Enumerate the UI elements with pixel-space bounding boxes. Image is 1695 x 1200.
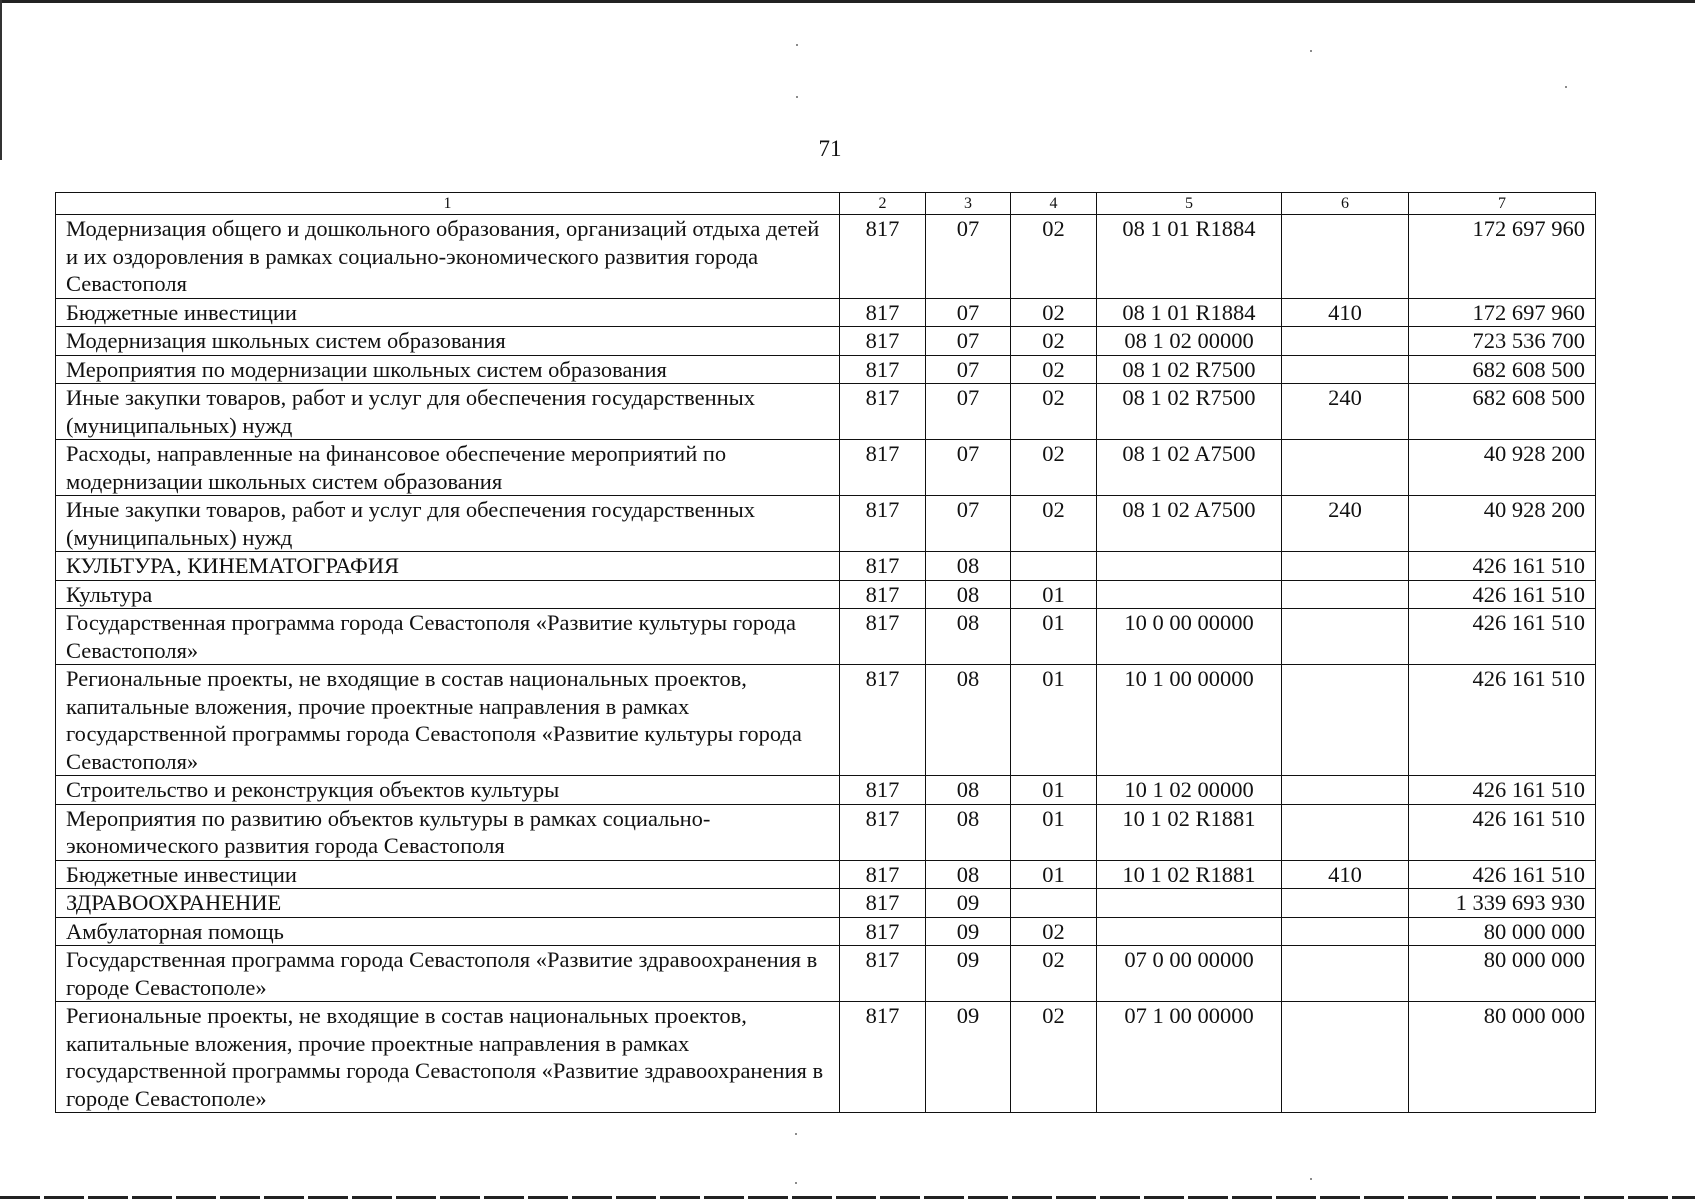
budget-table: [55, 192, 1596, 1113]
row-name-cell: ЗДРАВООХРАНЕНИЕ: [56, 889, 840, 918]
row-vr-cell: 240: [1282, 384, 1409, 440]
row-rz-cell: 07: [926, 215, 1011, 299]
row-name-cell: Мероприятия по развитию объектов культуры в рамках социально-экономического развития города Севастополя: [56, 804, 840, 860]
row-rz-cell: 09: [926, 946, 1011, 1002]
row-vr-cell: [1282, 946, 1409, 1002]
table-row: [56, 580, 1596, 609]
scan-speck: [796, 96, 798, 98]
row-vr-cell: [1282, 889, 1409, 918]
scan-border-top: [0, 0, 1695, 3]
row-vr-cell: [1282, 215, 1409, 299]
row-name-cell: Амбулаторная помощь: [56, 917, 840, 946]
scan-speck: [795, 1182, 797, 1184]
table-row: [56, 1002, 1596, 1113]
row-rz-cell: 08: [926, 665, 1011, 776]
row-name-cell: Мероприятия по модернизации школьных систем образования: [56, 355, 840, 384]
row-csr-cell: 07 1 00 00000: [1097, 1002, 1282, 1113]
row-pr-cell: 02: [1011, 298, 1097, 327]
row-pr-cell: 02: [1011, 496, 1097, 552]
row-vr-cell: [1282, 665, 1409, 776]
scan-speck: [795, 1133, 797, 1135]
table-row: [56, 665, 1596, 776]
row-ved-cell: 817: [840, 384, 926, 440]
row-pr-cell: 02: [1011, 384, 1097, 440]
row-vr-cell: [1282, 580, 1409, 609]
row-csr-cell: 08 1 02 00000: [1097, 327, 1282, 356]
row-ved-cell: 817: [840, 580, 926, 609]
row-vr-cell: 410: [1282, 298, 1409, 327]
header-cell: 1: [56, 193, 840, 215]
table-row: [56, 327, 1596, 356]
table-row: [56, 384, 1596, 440]
row-sum-cell: 426 161 510: [1409, 804, 1596, 860]
row-sum-cell: 80 000 000: [1409, 917, 1596, 946]
row-csr-cell: 10 1 02 R1881: [1097, 804, 1282, 860]
row-ved-cell: 817: [840, 355, 926, 384]
row-sum-cell: 172 697 960: [1409, 215, 1596, 299]
row-vr-cell: [1282, 609, 1409, 665]
table-header-row: [56, 193, 1596, 215]
row-sum-cell: 723 536 700: [1409, 327, 1596, 356]
scan-speck: [796, 44, 798, 46]
row-pr-cell: [1011, 552, 1097, 581]
table-row: [56, 917, 1596, 946]
row-name-cell: Региональные проекты, не входящие в состав национальных проектов, капитальные вложения, прочие проектные направления в рамках государственной программы города Севастополя «Развитие здравоохранения в городе Севастополе»: [56, 1002, 840, 1113]
row-pr-cell: 01: [1011, 804, 1097, 860]
row-rz-cell: 08: [926, 580, 1011, 609]
table-row: [56, 552, 1596, 581]
row-name-cell: Иные закупки товаров, работ и услуг для обеспечения государственных (муниципальных) нужд: [56, 384, 840, 440]
row-rz-cell: 09: [926, 1002, 1011, 1113]
table-row: [56, 804, 1596, 860]
row-name-cell: Культура: [56, 580, 840, 609]
row-csr-cell: [1097, 580, 1282, 609]
row-ved-cell: 817: [840, 917, 926, 946]
row-csr-cell: 10 0 00 00000: [1097, 609, 1282, 665]
row-ved-cell: 817: [840, 215, 926, 299]
header-cell: 5: [1097, 193, 1282, 215]
row-sum-cell: 1 339 693 930: [1409, 889, 1596, 918]
row-rz-cell: 08: [926, 776, 1011, 805]
row-rz-cell: 08: [926, 552, 1011, 581]
table-row: [56, 215, 1596, 299]
table-row: [56, 440, 1596, 496]
row-vr-cell: [1282, 327, 1409, 356]
header-cell: 7: [1409, 193, 1596, 215]
row-rz-cell: 08: [926, 609, 1011, 665]
row-ved-cell: 817: [840, 860, 926, 889]
row-rz-cell: 07: [926, 298, 1011, 327]
row-vr-cell: [1282, 917, 1409, 946]
row-rz-cell: 08: [926, 804, 1011, 860]
row-rz-cell: 09: [926, 889, 1011, 918]
scan-border-bottom: [0, 1196, 1695, 1199]
row-csr-cell: 08 1 01 R1884: [1097, 215, 1282, 299]
row-pr-cell: 02: [1011, 917, 1097, 946]
scan-speck: [1310, 1178, 1312, 1180]
row-pr-cell: 02: [1011, 946, 1097, 1002]
page-number: 71: [818, 136, 842, 161]
row-vr-cell: [1282, 552, 1409, 581]
row-ved-cell: 817: [840, 1002, 926, 1113]
row-csr-cell: 08 1 02 R7500: [1097, 384, 1282, 440]
row-sum-cell: 80 000 000: [1409, 946, 1596, 1002]
row-vr-cell: [1282, 776, 1409, 805]
row-sum-cell: 426 161 510: [1409, 580, 1596, 609]
row-ved-cell: 817: [840, 665, 926, 776]
row-name-cell: КУЛЬТУРА, КИНЕМАТОГРАФИЯ: [56, 552, 840, 581]
row-vr-cell: [1282, 440, 1409, 496]
row-csr-cell: 10 1 00 00000: [1097, 665, 1282, 776]
row-rz-cell: 09: [926, 917, 1011, 946]
table-row: [56, 609, 1596, 665]
table-row: [56, 860, 1596, 889]
row-csr-cell: [1097, 552, 1282, 581]
row-csr-cell: 10 1 02 00000: [1097, 776, 1282, 805]
row-rz-cell: 07: [926, 496, 1011, 552]
header-cell: 2: [840, 193, 926, 215]
row-rz-cell: 08: [926, 860, 1011, 889]
row-sum-cell: 682 608 500: [1409, 355, 1596, 384]
table-row: [56, 298, 1596, 327]
row-name-cell: Модернизация школьных систем образования: [56, 327, 840, 356]
row-name-cell: Иные закупки товаров, работ и услуг для обеспечения государственных (муниципальных) нужд: [56, 496, 840, 552]
row-csr-cell: 08 1 02 R7500: [1097, 355, 1282, 384]
row-csr-cell: [1097, 889, 1282, 918]
row-name-cell: Государственная программа города Севастополя «Развитие здравоохранения в городе Севастополе»: [56, 946, 840, 1002]
row-rz-cell: 07: [926, 440, 1011, 496]
table-row: [56, 776, 1596, 805]
row-sum-cell: 40 928 200: [1409, 440, 1596, 496]
row-sum-cell: 426 161 510: [1409, 860, 1596, 889]
table-row: [56, 946, 1596, 1002]
row-sum-cell: 172 697 960: [1409, 298, 1596, 327]
table-row: [56, 355, 1596, 384]
row-ved-cell: 817: [840, 946, 926, 1002]
row-csr-cell: 07 0 00 00000: [1097, 946, 1282, 1002]
row-ved-cell: 817: [840, 298, 926, 327]
row-pr-cell: 02: [1011, 355, 1097, 384]
row-name-cell: Региональные проекты, не входящие в состав национальных проектов, капитальные вложения, прочие проектные направления в рамках государственной программы города Севастополя «Развитие культуры города Севастополя»: [56, 665, 840, 776]
row-ved-cell: 817: [840, 327, 926, 356]
row-sum-cell: 40 928 200: [1409, 496, 1596, 552]
table-row: [56, 496, 1596, 552]
row-name-cell: Модернизация общего и дошкольного образования, организаций отдыха детей и их оздоровления в рамках социально-экономического развития города Севастополя: [56, 215, 840, 299]
row-sum-cell: 426 161 510: [1409, 665, 1596, 776]
header-cell: 3: [926, 193, 1011, 215]
row-ved-cell: 817: [840, 440, 926, 496]
row-ved-cell: 817: [840, 552, 926, 581]
table-body: [56, 193, 1596, 1113]
row-pr-cell: 01: [1011, 665, 1097, 776]
row-pr-cell: [1011, 889, 1097, 918]
scan-speck: [1565, 86, 1567, 88]
row-vr-cell: 410: [1282, 860, 1409, 889]
row-vr-cell: 240: [1282, 496, 1409, 552]
row-sum-cell: 426 161 510: [1409, 609, 1596, 665]
table-row: [56, 889, 1596, 918]
row-pr-cell: 01: [1011, 609, 1097, 665]
header-cell: 6: [1282, 193, 1409, 215]
row-csr-cell: [1097, 917, 1282, 946]
row-pr-cell: 01: [1011, 860, 1097, 889]
row-csr-cell: 08 1 01 R1884: [1097, 298, 1282, 327]
row-name-cell: Государственная программа города Севастополя «Развитие культуры города Севастополя»: [56, 609, 840, 665]
row-ved-cell: 817: [840, 804, 926, 860]
row-csr-cell: 08 1 02 A7500: [1097, 496, 1282, 552]
row-sum-cell: 426 161 510: [1409, 776, 1596, 805]
row-rz-cell: 07: [926, 327, 1011, 356]
row-pr-cell: 02: [1011, 215, 1097, 299]
row-vr-cell: [1282, 355, 1409, 384]
header-cell: 4: [1011, 193, 1097, 215]
row-pr-cell: 01: [1011, 580, 1097, 609]
row-csr-cell: 08 1 02 A7500: [1097, 440, 1282, 496]
row-ved-cell: 817: [840, 776, 926, 805]
row-name-cell: Бюджетные инвестиции: [56, 298, 840, 327]
row-name-cell: Строительство и реконструкция объектов культуры: [56, 776, 840, 805]
row-ved-cell: 817: [840, 889, 926, 918]
row-rz-cell: 07: [926, 355, 1011, 384]
row-vr-cell: [1282, 804, 1409, 860]
scan-speck: [1310, 50, 1312, 52]
row-name-cell: Бюджетные инвестиции: [56, 860, 840, 889]
row-pr-cell: 02: [1011, 327, 1097, 356]
row-vr-cell: [1282, 1002, 1409, 1113]
row-pr-cell: 02: [1011, 1002, 1097, 1113]
row-pr-cell: 01: [1011, 776, 1097, 805]
row-sum-cell: 426 161 510: [1409, 552, 1596, 581]
row-sum-cell: 682 608 500: [1409, 384, 1596, 440]
row-rz-cell: 07: [926, 384, 1011, 440]
row-pr-cell: 02: [1011, 440, 1097, 496]
row-ved-cell: 817: [840, 496, 926, 552]
row-ved-cell: 817: [840, 609, 926, 665]
row-csr-cell: 10 1 02 R1881: [1097, 860, 1282, 889]
row-name-cell: Расходы, направленные на финансовое обеспечение мероприятий по модернизации школьных систем образования: [56, 440, 840, 496]
row-sum-cell: 80 000 000: [1409, 1002, 1596, 1113]
